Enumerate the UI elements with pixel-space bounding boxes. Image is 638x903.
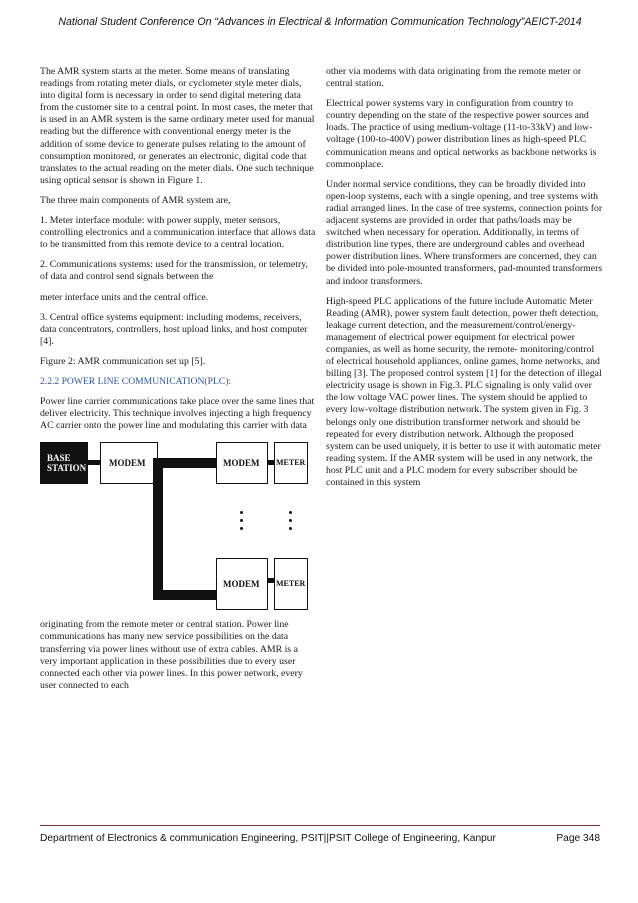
footer-divider [40,825,600,826]
paragraph-plc-continued: originating from the remote meter or central station. Power line communications has many new service possibilities on the data transferring via power lines without use of extra cables. AMR is a very important application in these possibilities due to every user connected each other via power lines. In this power network, every user connected to each [40,619,303,691]
ellipsis-dot [289,511,292,514]
ellipsis-dot [289,527,292,530]
ellipsis-dot [289,519,292,522]
page-footer [40,833,600,844]
ellipsis-dot [240,519,243,522]
list-item-communications: 2. Communications systems: used for the transmission, or telemetry, of data and control send signals between the [40,259,308,283]
section-heading-plc: 2.2.2 POWER LINE COMMUNICATION(PLC): [40,375,232,387]
ellipsis-dot [240,511,243,514]
left-column [40,66,316,700]
paragraph-service-conditions: Under normal service conditions, they can be broadly divided into open-loop systems, each with a single opening, and tree systems with radial arranged lines. In the case of tree systems, connection points for adjacent systems are provided in order that paths/loads may be switched when necessary for operation. Additionally, in terms of distribution line types, there are underground cables and overhead power distribution lines. Where transformers are concerned, they can be divided into pole-mounted transformers, pad-mounted transformers and indoor transformers. [326,178,603,287]
link-base-modem [88,460,100,465]
base-station-box [40,442,88,484]
meter-label-2: METER [276,579,306,589]
amr-communication-diagram [40,438,308,615]
right-column [326,66,603,497]
base-station-label: BASE STATION [47,453,87,474]
page-number: Page 348 [556,833,600,844]
page-header: National Student Conference On “Advances in Electrical & Information Communication Technology”AEICT-2014 [58,16,582,28]
trunk-vertical [153,458,163,600]
modem-label-3: MODEM [223,579,260,590]
meter-label-1: METER [276,458,306,468]
figure-2-caption: Figure 2: AMR communication set up [5]. [40,355,206,367]
paragraph-modems-continued: other via modems with data originating from the remote meter or central station. [326,66,582,90]
ellipsis-dot [240,527,243,530]
paragraph-plc-applications: High-speed PLC applications of the future include Automatic Meter Reading (AMR), power system fault detection, power theft detection, leakage current detection, and the measurement/control/energy-management of electrical power equipment for electrical power companies, as well as home security, the remote- monitoring/control of electrical household appliances, online games, home networks, and billing [3]. The proposed control system [1] for the detection of illegal electricity usage is shown in Fig.3. PLC signaling is only valid over the low voltage VAC power lines. The system should be applied to every low-voltage distribution network. The system given in Fig. 3 belongs only one distribution transformer network and should be repeated for every distribution network. Although the proposed system can be used uniquely, it is better to use it with automatic meter reading system. If the AMR system will be used in any network, the host PLC unit and a PLC modem for every subscriber should be contained in this system [326,295,602,488]
footer-department: Department of Electronics & communication Engineering, PSIT||PSIT College of Engineering, Kanpur [40,833,496,844]
list-item-communications-cont: meter interface units and the central office. [40,291,209,303]
list-item-meter-interface: 1. Meter interface module: with power supply, meter sensors, controlling electronics and a communication interface that allows data to be transmitted from this remote device to a central location. [40,215,316,251]
paragraph-plc-intro: Power line carrier communications take place over the same lines that deliver electricity. This technique involves injecting a high frequency AC carrier onto the power line and modulating this carrier with data [40,396,315,432]
list-item-central-office: 3. Central office systems equipment: including modems, receivers, data concentrators, controllers, host upload links, and host computer [4]. [40,311,308,347]
trunk-horizontal [158,458,216,468]
trunk-branch [158,590,216,600]
paragraph-components-intro: The three main components of AMR system are, [40,194,231,206]
modem-label-2: MODEM [223,458,260,469]
paragraph-amr-meter: The AMR system starts at the meter. Some means of translating readings from rotating meter dials, or cyclometer style meter dials, into digital form is necessary in order to send digital metering data from the customer site to a central point. In most cases, the meter that is used in an AMR system is the same ordinary meter used for manual reading but the difference with conventional energy meter is the addition of some device to generate pulses relating to the amount of consumption monitored, or generates an electronic, digital code that translates to the actual reading on the meter dials. One such technique using optical sensor is shown in Figure 1. [40,66,315,186]
paragraph-power-systems: Electrical power systems vary in configuration from country to country depending on the state of the respective power sources and loads. The practice of using medium-voltage (11-to-33kV) and low-voltage (100-to-400V) power distribution lines as high-speed PLC communication means and optical networks as backbone networks is commonplace. [326,98,597,170]
modem-label-1: MODEM [109,458,146,469]
